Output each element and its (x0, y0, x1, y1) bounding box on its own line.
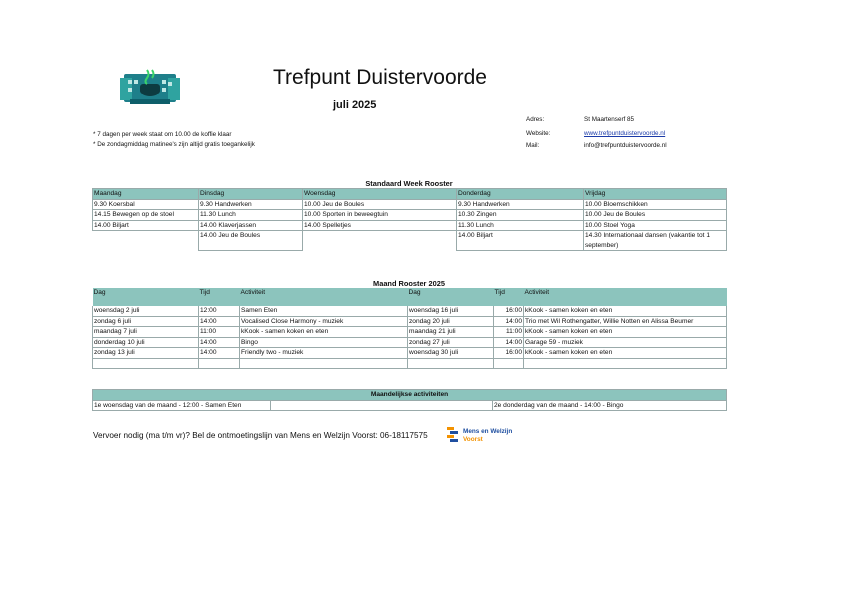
table-cell: 14:00 (199, 348, 240, 359)
table-cell: kKook - samen koken en eten (524, 348, 727, 359)
week-header-cell: Dinsdag (199, 189, 303, 200)
week-header-cell: Woensdag (303, 189, 457, 200)
table-cell: 10.00 Jeu de Boules (584, 210, 727, 221)
month-header-cell: Activiteit (524, 288, 727, 306)
table-row (93, 316, 727, 327)
table-cell: 10.00 Stoel Yoga (584, 220, 727, 231)
transport-notice: Vervoer nodig (ma t/m vr)? Bel de ontmoetingslijn van Mens en Welzijn Voorst: 06-18117575 (93, 431, 428, 440)
table-cell: woensdag 16 juli (408, 306, 494, 316)
table-cell: 10.00 Bloemschikken (584, 199, 727, 210)
table-cell: zondag 20 juli (408, 316, 494, 327)
month-header-cell: Dag (93, 288, 199, 306)
table-cell (408, 358, 494, 369)
monthly-header-row (93, 390, 727, 401)
table-row (93, 231, 727, 251)
table-cell: 14.00 Klaverjassen (199, 220, 303, 231)
month-header-cell: Tijd (199, 288, 240, 306)
table-cell: 14:00 (494, 337, 524, 348)
table-cell: 11:00 (199, 327, 240, 338)
table-cell (199, 358, 240, 369)
mail-label: Mail: (526, 142, 540, 149)
table-cell: 10.00 Jeu de Boules (303, 199, 457, 210)
table-cell: 14:00 (199, 316, 240, 327)
table-cell: maandag 7 juli (93, 327, 199, 338)
table-row (93, 210, 727, 221)
table-row (93, 327, 727, 338)
table-cell: 9.30 Handwerken (199, 199, 303, 210)
monthly-activities-title: Maandelijkse activiteiten (93, 390, 727, 401)
table-cell: woensdag 30 juli (408, 348, 494, 359)
table-cell: 16:00 (494, 348, 524, 359)
table-cell: 10.00 Sporten in beweegtuin (303, 210, 457, 221)
week-header-row (93, 189, 727, 200)
week-header-cell: Donderdag (457, 189, 584, 200)
table-cell: Bingo (240, 337, 408, 348)
table-cell: Vocalised Close Harmony - muziek (240, 316, 408, 327)
table-cell: Trio met Wil Rothengatter, Willie Notten en Alissa Beumer (524, 316, 727, 327)
table-cell (271, 400, 493, 411)
table-row (93, 306, 727, 316)
logo-text-line1: Mens en Welzijn (463, 428, 513, 435)
table-cell: maandag 21 juli (408, 327, 494, 338)
page-title: Trefpunt Duistervoorde (273, 66, 487, 89)
table-cell: 11.30 Lunch (457, 220, 584, 231)
table-cell: zondag 27 juli (408, 337, 494, 348)
table-row (93, 199, 727, 210)
month-header-row (93, 288, 727, 306)
monthly-activities-table (92, 389, 727, 411)
table-cell (494, 358, 524, 369)
page-subtitle: juli 2025 (333, 99, 377, 111)
note-coffee: * 7 dagen per week staat om 10.00 de koffie klaar (93, 131, 232, 138)
table-cell: Samen Eten (240, 306, 408, 316)
month-header-cell: Dag (408, 288, 494, 306)
table-cell: kKook - samen koken en eten (240, 327, 408, 338)
table-cell (93, 231, 199, 251)
table-cell: 9.30 Handwerken (457, 199, 584, 210)
table-cell: kKook - samen koken en eten (524, 306, 727, 316)
website-label: Website: (526, 130, 551, 137)
table-cell: Garage 59 - muziek (524, 337, 727, 348)
week-schedule-table (92, 188, 727, 251)
table-row (93, 348, 727, 359)
table-cell: 12:00 (199, 306, 240, 316)
month-schedule-title: Maand Rooster 2025 (373, 279, 445, 288)
table-cell (240, 358, 408, 369)
table-row (93, 220, 727, 231)
address-label: Adres: (526, 116, 545, 123)
table-cell: 11:00 (494, 327, 524, 338)
week-header-cell: Maandag (93, 189, 199, 200)
table-cell: zondag 13 juli (93, 348, 199, 359)
note-matinee: * De zondagmiddag matinee's zijn altijd gratis toegankelijk (93, 141, 255, 148)
table-cell: 14.15 Bewegen op de stoel (93, 210, 199, 221)
table-cell: 10.30 Zingen (457, 210, 584, 221)
table-cell: 9.30 Koersbal (93, 199, 199, 210)
table-cell: donderdag 10 juli (93, 337, 199, 348)
logo-text-line2: Voorst (463, 436, 483, 443)
table-row (93, 400, 727, 411)
table-cell: 14.00 Jeu de Boules (199, 231, 303, 251)
table-cell: 1e woensdag van de maand - 12:00 - Samen Eten (93, 400, 271, 411)
table-cell: kKook - samen koken en eten (524, 327, 727, 338)
table-row (93, 337, 727, 348)
table-cell: 14:00 (199, 337, 240, 348)
table-cell: 14.00 Biljart (93, 220, 199, 231)
table-cell: Friendly two - muziek (240, 348, 408, 359)
table-cell: 2e donderdag van de maand - 14:00 - Bingo (493, 400, 727, 411)
month-header-cell: Activiteit (240, 288, 408, 306)
mens-en-welzijn-logo (445, 425, 515, 445)
table-cell (524, 358, 727, 369)
table-cell: 11.30 Lunch (199, 210, 303, 221)
table-cell (93, 358, 199, 369)
table-row (93, 358, 727, 369)
website-link[interactable]: www.trefpuntduistervoorde.nl (584, 130, 666, 137)
table-cell: 14.00 Spelletjes (303, 220, 457, 231)
table-cell (303, 231, 457, 251)
table-cell: 14.00 Biljart (457, 231, 584, 251)
month-schedule-table (92, 288, 727, 369)
table-cell: woensdag 2 juli (93, 306, 199, 316)
trefpunt-logo (118, 64, 182, 108)
mail-value: info@trefpuntduistervoorde.nl (584, 142, 667, 149)
week-header-cell: Vrijdag (584, 189, 727, 200)
table-cell: 14.30 Internationaal dansen (vakantie tot 1 september) (584, 231, 727, 251)
month-header-cell: Tijd (494, 288, 524, 306)
table-cell: 16:00 (494, 306, 524, 316)
address-value: St Maartenserf 85 (584, 116, 635, 123)
table-cell: 14:00 (494, 316, 524, 327)
people-icon (445, 425, 463, 445)
table-cell: zondag 6 juli (93, 316, 199, 327)
week-schedule-title: Standaard Week Rooster (365, 179, 453, 188)
